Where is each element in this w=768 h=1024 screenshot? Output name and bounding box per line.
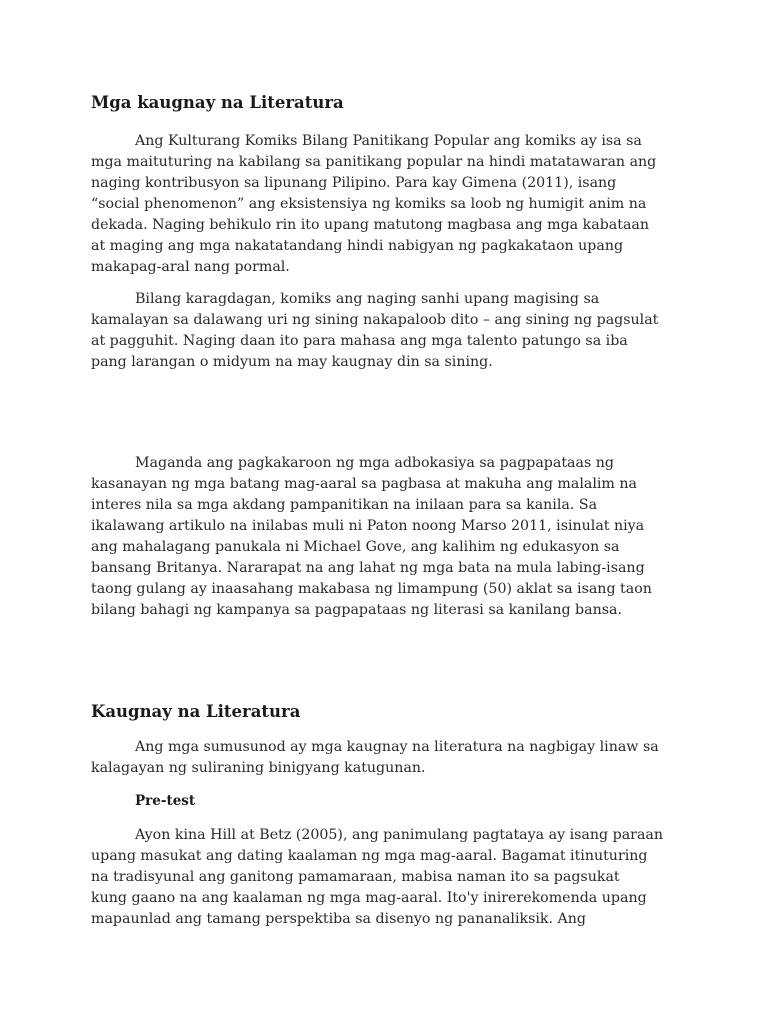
paragraph-line: Ayon kina Hill at Betz (2005), ang panimulang pagtataya ay isang paraan	[135, 827, 663, 843]
paragraph-line: upang masukat ang dating kaalaman ng mga mag-aaral. Bagamat itinuturing	[91, 848, 648, 864]
paragraph-line: mapaunlad ang tamang perspektiba sa disenyo ng pananaliksik. Ang	[91, 911, 586, 927]
paragraph-adbokasiya	[91, 453, 691, 621]
paragraph-line: Ang Kulturang Komiks Bilang Panitikang Popular ang komiks ay isa sa	[135, 133, 642, 149]
subheading-pre-test: Pre-test	[135, 793, 196, 809]
paragraph-line: bansang Britanya. Nararapat na ang lahat ng mga bata na mula labing-isang	[91, 560, 645, 576]
paragraph-komiks-popular	[91, 131, 691, 278]
section-heading-kaugnay-na-literatura: Kaugnay na Literatura	[91, 702, 301, 721]
paragraph-line: ang mahalagang panukala ni Michael Gove, ang kalihim ng edukasyon sa	[91, 539, 620, 555]
paragraph-line: mga maituturing na kabilang sa panitikang popular na hindi matatawaran ang	[91, 154, 657, 170]
paragraph-karagdagan	[91, 289, 691, 373]
paragraph-line: dekada. Naging behikulo rin ito upang matutong magbasa ang mga kabataan	[91, 217, 650, 233]
section-heading-mga-kaugnay-na-literatura: Mga kaugnay na Literatura	[91, 93, 344, 112]
paragraph-line: na tradisyunal ang ganitong pamamaraan, mabisa naman ito sa pagsukat	[91, 869, 620, 885]
paragraph-line: makapag-aral nang pormal.	[91, 259, 290, 275]
paragraph-line: “social phenomenon” ang eksistensiya ng komiks sa loob ng humigit anim na	[91, 196, 647, 212]
paragraph-line: pang larangan o midyum na may kaugnay din sa sining.	[91, 354, 493, 370]
paragraph-line: kalagayan ng suliraning binigyang katugunan.	[91, 760, 426, 776]
paragraph-line: Ang mga sumusunod ay mga kaugnay na literatura na nagbigay linaw sa	[135, 739, 659, 755]
paragraph-hill-betz	[91, 825, 691, 930]
paragraph-line: ikalawang artikulo na inilabas muli ni Paton noong Marso 2011, isinulat niya	[91, 518, 645, 534]
paragraph-line: at maging ang mga nakatatandang hindi nabigyan ng pagkakataon upang	[91, 238, 624, 254]
paragraph-line: Bilang karagdagan, komiks ang naging sanhi upang magising sa	[135, 291, 600, 307]
paragraph-line: taong gulang ay inaasahang makabasa ng limampung (50) aklat sa isang taon	[91, 581, 652, 597]
paragraph-line: kung gaano na ang kaalaman ng mga mag-aaral. Ito'y inirerekomenda upang	[91, 890, 647, 906]
paragraph-line: at pagguhit. Naging daan ito para mahasa ang mga talento patungo sa iba	[91, 333, 628, 349]
paragraph-line: bilang bahagi ng kampanya sa pagpapataas ng literasi sa kanilang bansa.	[91, 602, 622, 618]
paragraph-sumusunod	[91, 737, 691, 779]
paragraph-line: kamalayan sa dalawang uri ng sining nakapaloob dito – ang sining ng pagsulat	[91, 312, 659, 328]
paragraph-line: naging kontribusyon sa lipunang Pilipino. Para kay Gimena (2011), isang	[91, 175, 617, 191]
paragraph-line: interes nila sa mga akdang pampanitikan na inilaan para sa kanila. Sa	[91, 497, 598, 513]
paragraph-line: kasanayan ng mga batang mag-aaral sa pagbasa at makuha ang malalim na	[91, 476, 637, 492]
paragraph-line: Maganda ang pagkakaroon ng mga adbokasiya sa pagpapataas ng	[135, 455, 614, 471]
